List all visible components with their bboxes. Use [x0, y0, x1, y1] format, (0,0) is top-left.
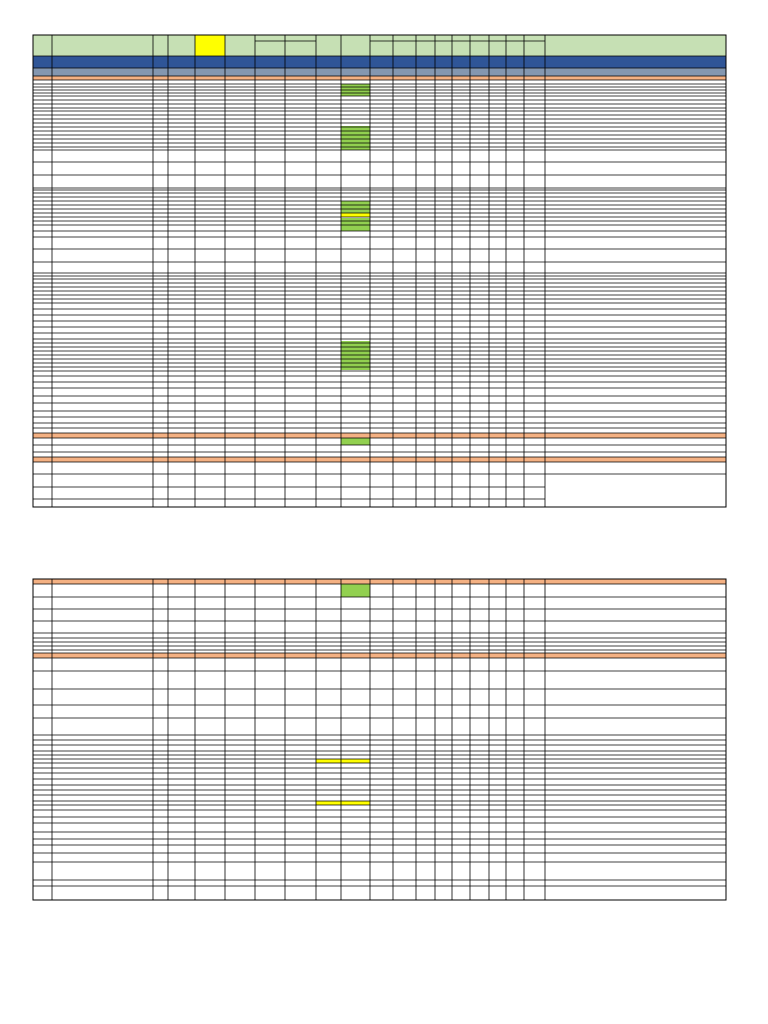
highlight-cell-yellow [341, 213, 370, 217]
section-band [33, 457, 726, 462]
header-highlight-cell [195, 35, 225, 56]
table-border [33, 579, 726, 900]
section-band [33, 653, 726, 658]
section-band [33, 433, 726, 438]
subtitle-band [33, 68, 726, 76]
highlight-cell-yellow [316, 801, 370, 805]
title-band [33, 56, 726, 68]
highlight-cell-green [341, 438, 370, 445]
highlight-cell-green [341, 126, 370, 150]
highlight-cell-green [341, 584, 370, 597]
section-band [33, 76, 726, 80]
highlight-cell-yellow [316, 759, 370, 763]
highlight-cell-green [341, 341, 370, 370]
section-band [33, 579, 726, 584]
header-row [33, 35, 726, 56]
highlight-cell-green [341, 218, 370, 231]
